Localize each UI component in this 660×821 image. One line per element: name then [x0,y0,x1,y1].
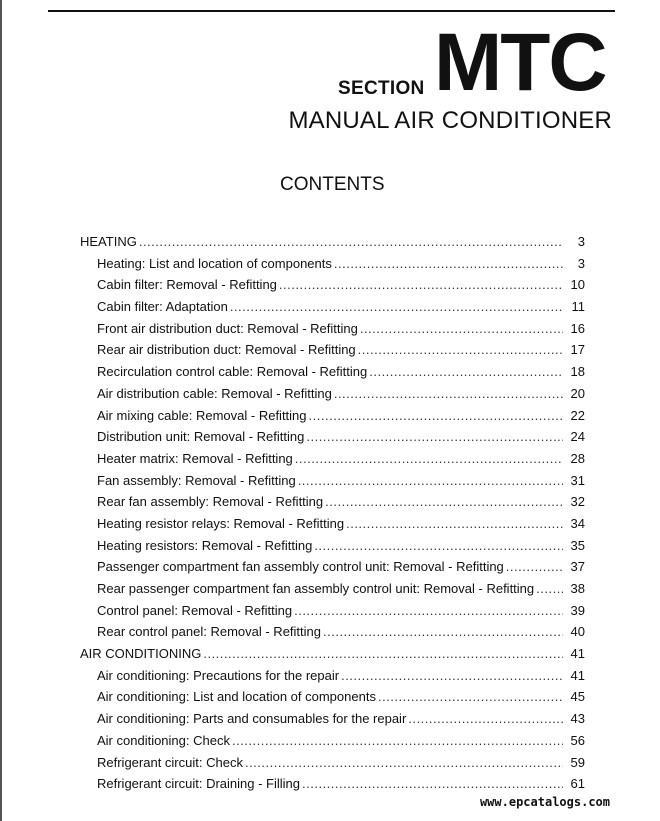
toc-entry-page: 34 [570,515,585,531]
toc-entry[interactable] [80,711,585,733]
toc-entry-page: 45 [570,689,585,705]
toc-entry-title: Front air distribution duct: Removal - Refitting [97,320,358,336]
table-of-contents [80,234,585,798]
toc-dot-leader [334,256,563,271]
section-code: MTC [434,17,606,108]
toc-entry-title: Control panel: Removal - Refitting [97,602,293,618]
toc-dot-leader [323,624,563,639]
toc-dot-leader [408,711,563,726]
toc-entry-title: Distribution unit: Removal - Refitting [97,429,305,445]
toc-dot-leader [295,451,563,466]
header-rule [48,10,615,12]
toc-entry[interactable] [80,364,585,386]
toc-entry[interactable] [80,342,585,364]
toc-dot-leader [378,689,563,704]
toc-entry[interactable] [80,429,585,451]
toc-entry-title: Air mixing cable: Removal - Refitting [97,407,307,423]
toc-dot-leader [369,364,563,379]
toc-entry-page: 10 [570,277,585,293]
toc-entry[interactable] [80,581,585,603]
toc-entry-title: Heating: List and location of components [97,255,332,271]
toc-entry[interactable] [80,451,585,473]
toc-entry-page: 16 [570,320,585,336]
toc-entry-title: Air distribution cable: Removal - Refitting [97,385,332,401]
toc-entry-title: Heating resistor relays: Removal - Refitting [97,515,345,531]
toc-entry-page: 20 [570,385,585,401]
toc-entry-page: 31 [570,472,585,488]
toc-dot-leader [309,408,563,423]
toc-entry-page: 17 [570,342,585,358]
toc-entry-page: 61 [570,776,585,792]
toc-dot-leader [294,603,563,618]
contents-heading: CONTENTS [280,174,385,195]
toc-entry-title: Rear air distribution duct: Removal - Refitting [97,342,356,358]
toc-entry[interactable] [80,516,585,538]
toc-dot-leader [325,494,563,509]
toc-entry-page: 41 [570,667,585,683]
toc-entry[interactable] [80,603,585,625]
toc-entry[interactable] [80,473,585,495]
toc-entry-title: Cabin filter: Removal - Refitting [97,277,277,293]
section-label: SECTION [338,78,425,99]
toc-entry-page: 28 [570,450,585,466]
toc-entry-title: Refrigerant circuit: Draining - Filling [97,776,301,792]
toc-entry-title: Fan assembly: Removal - Refitting [97,472,296,488]
toc-entry[interactable] [80,755,585,777]
toc-entry[interactable] [80,386,585,408]
toc-dot-leader [232,733,563,748]
toc-entry[interactable] [80,733,585,755]
manual-title: MANUAL AIR CONDITIONER [288,107,612,134]
toc-entry[interactable] [80,559,585,581]
toc-entry-page: 18 [570,364,585,380]
toc-entry-page: 3 [577,234,585,249]
toc-dot-leader [139,234,563,249]
toc-dot-leader [506,559,563,574]
toc-dot-leader [341,668,563,683]
toc-entry[interactable] [80,277,585,299]
toc-entry-page: 56 [570,732,585,748]
page-left-border [0,0,2,821]
toc-dot-leader [203,646,563,661]
toc-entry[interactable] [80,689,585,711]
toc-dot-leader [306,429,563,444]
toc-entry-page: 22 [570,407,585,423]
toc-entry-title: Air conditioning: List and location of components [97,689,376,705]
toc-entry[interactable] [80,538,585,560]
toc-dot-leader [314,538,563,553]
toc-entry[interactable] [80,299,585,321]
toc-entry-page: 41 [570,646,585,662]
toc-dot-leader [360,321,563,336]
toc-entry-title: Heating resistors: Removal - Refitting [97,537,313,553]
toc-entry-page: 11 [571,299,585,315]
toc-entry-page: 43 [570,711,585,727]
toc-dot-leader [230,299,563,314]
toc-entry[interactable] [80,321,585,343]
toc-entry[interactable] [80,494,585,516]
toc-dot-leader [245,755,563,770]
toc-entry-page: 59 [570,754,585,770]
toc-entry-title: Air conditioning: Check [97,732,230,748]
toc-entry-title: Rear passenger compartment fan assembly control unit: Removal - Refitting [97,581,535,596]
toc-dot-leader [358,342,563,357]
toc-entry-title: Air conditioning: Parts and consumables for the repair [97,711,407,727]
toc-entry-title: HEATING [80,234,137,249]
toc-entry-title: Passenger compartment fan assembly control unit: Removal - Refitting [97,559,504,575]
toc-entry[interactable] [80,408,585,430]
toc-entry-title: Heater matrix: Removal - Refitting [97,450,293,466]
toc-entry-page: 39 [570,602,585,618]
toc-entry-title: Refrigerant circuit: Check [97,754,243,770]
toc-dot-leader [536,581,563,596]
toc-entry-title: Recirculation control cable: Removal - Refitting [97,364,368,380]
toc-entry-title: AIR CONDITIONING [80,646,202,662]
toc-dot-leader [334,386,563,401]
toc-dot-leader [346,516,563,531]
toc-entry-page: 24 [570,429,585,445]
toc-entry-page: 32 [570,494,585,510]
toc-entry[interactable] [80,668,585,690]
toc-entry-title: Rear fan assembly: Removal - Refitting [97,494,324,510]
toc-entry-page: 40 [570,624,585,640]
toc-entry-page: 37 [570,559,585,575]
toc-entry[interactable] [80,624,585,646]
toc-entry-title: Rear control panel: Removal - Refitting [97,624,321,640]
toc-section-entry[interactable] [80,646,585,668]
toc-entry-page: 3 [577,255,585,271]
toc-entry-title: Cabin filter: Adaptation [97,299,228,315]
toc-section-entry[interactable] [80,234,585,256]
toc-dot-leader [298,473,563,488]
toc-dot-leader [302,776,563,791]
toc-dot-leader [279,277,563,292]
toc-entry-page: 35 [570,537,585,553]
toc-entry-page: 38 [570,581,585,596]
toc-entry[interactable] [80,256,585,278]
watermark-url: www.epcatalogs.com [479,795,610,809]
toc-entry-title: Air conditioning: Precautions for the repair [97,667,340,683]
